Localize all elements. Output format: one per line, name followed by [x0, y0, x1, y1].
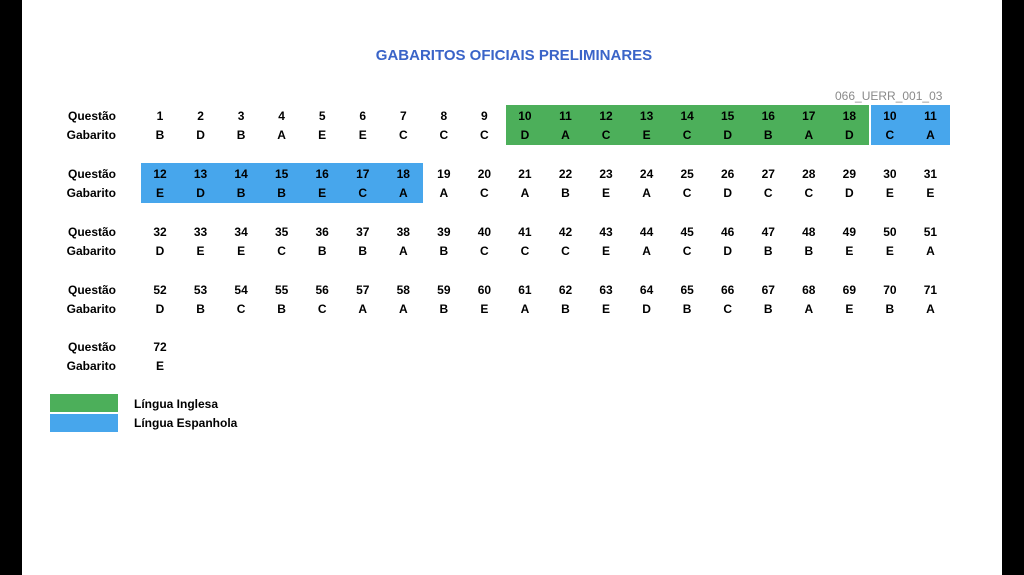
- question-number: 18: [842, 109, 857, 123]
- question-number: 55: [274, 283, 289, 297]
- answer-letter: C: [885, 128, 895, 142]
- question-number: 41: [518, 225, 532, 239]
- answer-letter: B: [682, 302, 692, 316]
- answer-letter: A: [439, 186, 449, 200]
- question-number: 36: [315, 225, 329, 239]
- question-number: 15: [721, 109, 735, 123]
- answer-letter: B: [358, 244, 368, 258]
- answer-letter: C: [561, 244, 570, 258]
- answer-letter: D: [723, 244, 733, 258]
- answer-letter: D: [520, 128, 530, 142]
- answer-letter: A: [358, 302, 368, 316]
- answer-letter: B: [885, 302, 895, 316]
- answer-letter: E: [155, 186, 164, 200]
- question-number: 13: [639, 109, 654, 123]
- answer-letter: A: [926, 244, 935, 258]
- answer-letter: E: [358, 128, 367, 142]
- answer-letter: E: [237, 244, 246, 258]
- question-number: 16: [761, 109, 775, 123]
- question-number: 62: [558, 283, 573, 297]
- answer-letter: E: [318, 128, 327, 142]
- answer-letter: D: [723, 186, 733, 200]
- question-number: 48: [802, 225, 816, 239]
- question-number: 5: [318, 109, 326, 123]
- answer-letter: C: [317, 302, 327, 316]
- question-number: 14: [234, 167, 248, 181]
- question-number: 30: [883, 167, 897, 181]
- answer-block: [22, 105, 1002, 145]
- answer-letter: C: [480, 186, 489, 200]
- answer-block: [22, 221, 1002, 261]
- question-number: 14: [680, 109, 694, 123]
- answer-letter: E: [196, 244, 205, 258]
- answer-letter: C: [601, 128, 611, 142]
- answer-letter: D: [845, 128, 854, 142]
- answer-letter: A: [926, 128, 935, 142]
- question-number: 43: [599, 225, 613, 239]
- legend-swatch-spanish: [50, 414, 118, 432]
- answer-key-page: [22, 0, 1002, 575]
- question-row-label: Questão: [67, 109, 116, 123]
- question-number: 12: [599, 109, 613, 123]
- question-number: 18: [396, 167, 410, 181]
- answer-letter: B: [439, 244, 449, 258]
- question-number: 32: [153, 225, 167, 239]
- answer-letter: A: [520, 302, 530, 316]
- answer-letter: B: [277, 186, 286, 200]
- exam-code: 066_UERR_001_03: [835, 89, 943, 103]
- answer-letter: C: [358, 186, 368, 200]
- answer-letter: A: [642, 244, 651, 258]
- answer-letter: E: [885, 244, 894, 258]
- question-number: 20: [477, 167, 492, 181]
- question-number: 45: [680, 225, 694, 239]
- question-number: 29: [842, 167, 857, 181]
- question-number: 52: [153, 283, 167, 297]
- question-number: 10: [518, 109, 532, 123]
- question-number: 50: [883, 225, 897, 239]
- question-row-label: Questão: [67, 340, 116, 354]
- answer-letter: B: [763, 244, 773, 258]
- question-number: 53: [193, 283, 208, 297]
- answer-letter: C: [277, 244, 286, 258]
- answer-letter: C: [480, 244, 489, 258]
- answer-letter: D: [723, 128, 733, 142]
- answer-letter: D: [155, 244, 165, 258]
- question-number: 56: [315, 283, 329, 297]
- answer-letter: C: [480, 128, 489, 142]
- answer-row-label: Gabarito: [66, 244, 116, 258]
- answer-letter: B: [277, 302, 286, 316]
- answer-letter: E: [845, 302, 854, 316]
- answer-letter: B: [561, 186, 570, 200]
- answer-letter: A: [398, 244, 408, 258]
- answer-letter: A: [804, 302, 814, 316]
- question-number: 23: [599, 167, 613, 181]
- question-number: 54: [234, 283, 248, 297]
- question-row-label: Questão: [67, 167, 116, 181]
- question-number: 44: [639, 225, 654, 239]
- question-number: 59: [437, 283, 451, 297]
- answer-letter: D: [845, 186, 854, 200]
- question-number: 17: [356, 167, 370, 181]
- question-number: 4: [278, 109, 285, 123]
- question-number: 12: [153, 167, 167, 181]
- legend-label-spanish: Língua Espanhola: [134, 416, 238, 430]
- question-row-label: Questão: [67, 225, 116, 239]
- answer-letter: B: [155, 128, 165, 142]
- question-number: 7: [399, 109, 407, 123]
- question-number: 57: [356, 283, 370, 297]
- question-number: 71: [923, 283, 938, 297]
- question-number: 46: [721, 225, 735, 239]
- answer-letter: C: [763, 186, 773, 200]
- question-number: 66: [721, 283, 735, 297]
- answer-letter: B: [439, 302, 449, 316]
- question-number: 31: [923, 167, 938, 181]
- question-number: 37: [356, 225, 370, 239]
- answer-letter: B: [196, 302, 205, 316]
- question-number: 25: [680, 167, 694, 181]
- answer-letter: E: [480, 302, 489, 316]
- answer-letter: E: [155, 359, 164, 373]
- answer-letter: D: [642, 302, 651, 316]
- answer-letter: E: [926, 186, 935, 200]
- question-number: 11: [559, 109, 572, 123]
- answer-letter: B: [236, 128, 246, 142]
- answer-letter: C: [439, 128, 449, 142]
- answer-letter: E: [602, 186, 611, 200]
- question-number: 22: [558, 167, 573, 181]
- question-number: 40: [477, 225, 492, 239]
- question-number: 61: [518, 283, 532, 297]
- answer-letter: E: [602, 302, 611, 316]
- question-number: 33: [193, 225, 208, 239]
- legend-swatch-english: [50, 394, 118, 412]
- question-number: 38: [396, 225, 410, 239]
- answer-row-label: Gabarito: [66, 359, 116, 373]
- answer-letter: D: [155, 302, 165, 316]
- answer-letter: B: [561, 302, 570, 316]
- answer-letter: E: [602, 244, 611, 258]
- answer-letter: A: [398, 186, 408, 200]
- question-number: 72: [153, 340, 167, 354]
- question-number: 9: [481, 109, 488, 123]
- question-number: 8: [440, 109, 448, 123]
- question-number: 2: [197, 109, 204, 123]
- answer-letter: C: [682, 186, 692, 200]
- answer-letter: B: [317, 244, 327, 258]
- question-number: 1: [156, 109, 164, 123]
- question-number: 68: [802, 283, 816, 297]
- question-number: 11: [924, 109, 937, 123]
- answer-block: [22, 336, 1002, 376]
- question-number: 6: [359, 109, 367, 123]
- answer-letter: B: [763, 302, 773, 316]
- answer-letter: B: [763, 128, 773, 142]
- answer-letter: E: [885, 186, 894, 200]
- answer-letter: B: [236, 186, 246, 200]
- question-number: 3: [237, 109, 245, 123]
- answer-letter: A: [926, 302, 935, 316]
- answer-letter: E: [845, 244, 854, 258]
- answer-letter: C: [723, 302, 733, 316]
- answer-letter: A: [520, 186, 530, 200]
- question-number: 58: [396, 283, 410, 297]
- answer-row-label: Gabarito: [66, 128, 116, 142]
- answer-letter: C: [236, 302, 246, 316]
- answer-letter: A: [804, 128, 814, 142]
- answer-letter: E: [642, 128, 651, 142]
- question-number: 64: [639, 283, 654, 297]
- answer-letter: A: [398, 302, 408, 316]
- answer-letter: C: [682, 128, 692, 142]
- answer-letter: D: [196, 186, 205, 200]
- answer-letter: B: [804, 244, 814, 258]
- question-number: 34: [234, 225, 248, 239]
- question-number: 28: [802, 167, 816, 181]
- question-number: 26: [721, 167, 735, 181]
- question-number: 63: [599, 283, 613, 297]
- answer-letter: A: [642, 186, 651, 200]
- answer-letter: C: [398, 128, 408, 142]
- answer-block: [22, 163, 1002, 203]
- question-number: 70: [883, 283, 897, 297]
- answer-letter: C: [682, 244, 692, 258]
- answer-letter: C: [520, 244, 530, 258]
- question-number: 13: [193, 167, 208, 181]
- question-number: 39: [437, 225, 451, 239]
- answer-row-label: Gabarito: [66, 302, 116, 316]
- question-row-label: Questão: [67, 283, 116, 297]
- question-number: 51: [923, 225, 938, 239]
- question-number: 60: [477, 283, 492, 297]
- answer-letter: D: [196, 128, 205, 142]
- legend-label-english: Língua Inglesa: [134, 397, 219, 411]
- question-number: 67: [761, 283, 775, 297]
- question-number: 19: [437, 167, 451, 181]
- question-number: 47: [761, 225, 775, 239]
- question-number: 24: [639, 167, 654, 181]
- question-number: 27: [761, 167, 775, 181]
- answer-letter: E: [318, 186, 327, 200]
- question-number: 35: [274, 225, 289, 239]
- question-number: 65: [680, 283, 694, 297]
- question-number: 21: [518, 167, 532, 181]
- question-number: 49: [842, 225, 857, 239]
- question-number: 16: [315, 167, 329, 181]
- answer-block: [22, 279, 1002, 319]
- question-number: 17: [802, 109, 816, 123]
- question-number: 10: [883, 109, 897, 123]
- page-title: GABARITOS OFICIAIS PRELIMINARES: [375, 47, 653, 64]
- question-number: 42: [558, 225, 573, 239]
- answer-letter: A: [277, 128, 286, 142]
- answer-row-label: Gabarito: [66, 186, 116, 200]
- answer-letter: A: [561, 128, 570, 142]
- question-number: 69: [842, 283, 857, 297]
- question-number: 15: [274, 167, 289, 181]
- answer-letter: C: [804, 186, 814, 200]
